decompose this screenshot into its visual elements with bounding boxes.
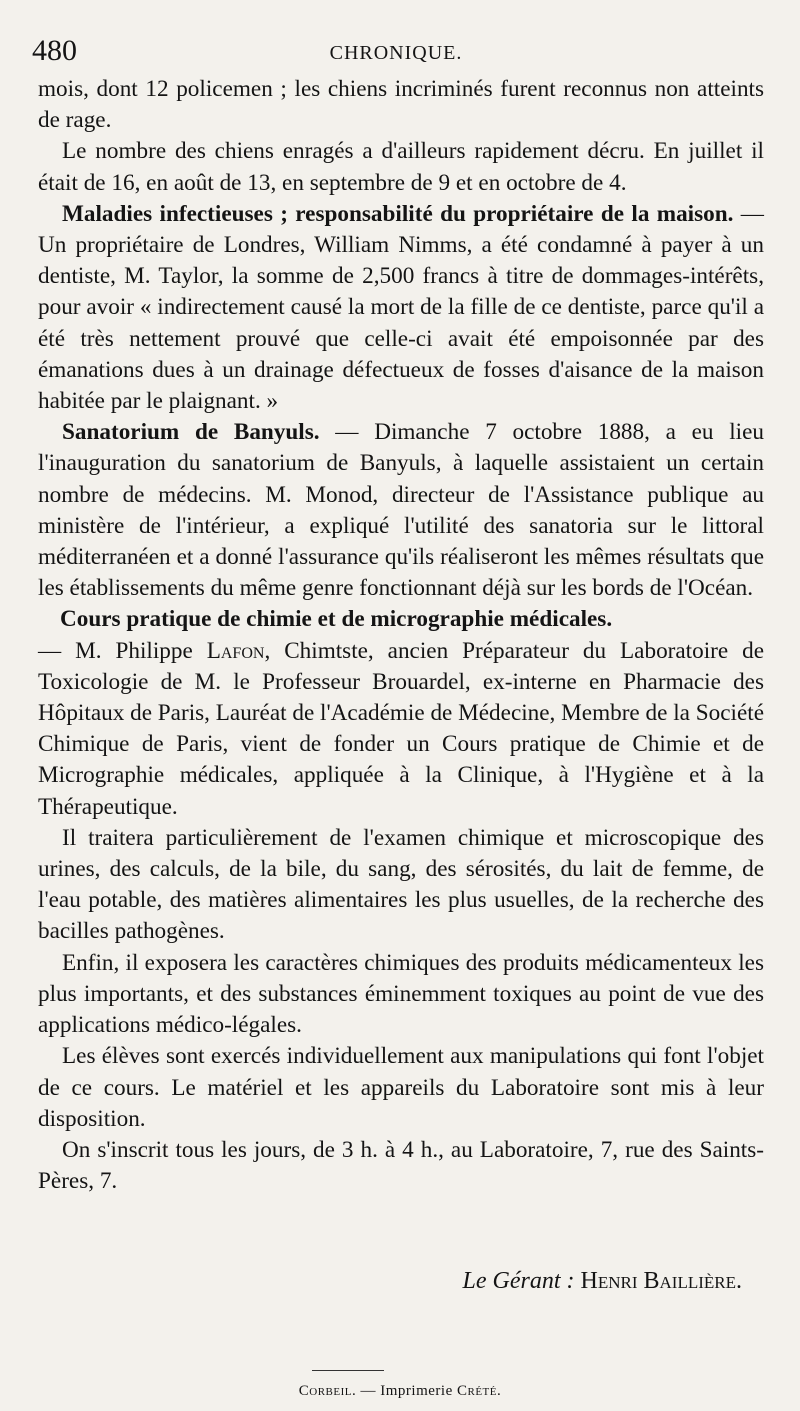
imprint-city: Corbeil. xyxy=(298,1383,357,1399)
page-number: 480 xyxy=(32,34,77,67)
paragraph-rabies-decline: Le nombre des chiens enragés a d'ailleurs rapidement décru. En juillet il était de 16, en août de 13, en septembre de 9 et en octobre de 4. xyxy=(38,138,764,196)
imprint-printer: Imprimerie xyxy=(380,1383,457,1399)
article-body xyxy=(38,74,764,1197)
paragraph-course-substances: Enfin, il exposera les caractères chimiques des produits médicamenteux les plus importants, et des substances éminemment toxiques au point de vue des applications médico-légales. xyxy=(38,949,764,1039)
paragraph-chemistry-course xyxy=(38,604,764,822)
divider-rule xyxy=(312,1370,384,1371)
signature-label: Le Gérant : xyxy=(462,1268,575,1294)
paragraph-text: , Chimtste, ancien Préparateur du Laboratoire de Toxicologie de M. le Professeur Brouardel, ex-interne en Pharmacie des Hôpitaux de Paris, Lauréat de l'Académie de Médecine, Membre de la Société Chimique de Paris, vient de fonder un Cours pratique de Chimie et de Micrographie médicales, appliquée à la Clinique, à l'Hygiène et à la Thérapeutique. xyxy=(38,637,764,820)
paragraph-text: — Un propriétaire de Londres, William Nimms, a été condamné à payer à un dentiste, M. Taylor, la somme de 2,500 francs à titre de dommages-intérêts, pour avoir « indirectement causé la mort de la fille de ce dentiste, parce qu'il a été très nettement prouvé que celle-ci avait été empoisonnée par des émanations dues à un drainage défectueux de fosses d'aisance de la maison habitée par le plaignant. » xyxy=(38,200,764,415)
imprint-printer-name: Crété. xyxy=(456,1383,502,1399)
imprint-separator: — xyxy=(356,1383,381,1399)
paragraph-text: — M. Philippe xyxy=(38,637,207,664)
rubric-sanatorium: Sanatorium de Banyuls. xyxy=(62,419,320,446)
paragraph-rabies-end: mois, dont 12 policemen ; les chiens incriminés furent reconnus non atteints de rage. xyxy=(38,76,764,134)
rubric-chemistry-course: Cours pratique de chimie et de micrographie médicales. xyxy=(60,606,613,633)
paragraph-course-content: Il traitera particulièrement de l'examen chimique et microscopique des urines, des calculs, de la bile, du sang, des sérosités, du lait de femme, de l'eau potable, des matières alimentaires les plus usuelles, de la recherche des bacilles pathogènes. xyxy=(38,824,764,945)
section-title: CHRONIQUE. xyxy=(329,42,463,64)
paragraph-course-registration: On s'inscrit tous les jours, de 3 h. à 4 h., au Laboratoire, 7, rue des Saints-Pères, 7. xyxy=(38,1136,764,1195)
signature-name: Henri Baillière. xyxy=(580,1268,742,1294)
paragraph-course-students: Les élèves sont exercés individuellement aux manipulations qui font l'objet de ce cours. Le matériel et les appareils du Laboratoire sont mis à leur disposition. xyxy=(38,1043,764,1132)
signature xyxy=(463,1268,742,1295)
printer-imprint xyxy=(0,1383,800,1400)
rubric-infectious-diseases: Maladies infectieuses ; responsabilité du propriétaire de la maison. xyxy=(62,200,734,227)
person-name: Lafon xyxy=(206,637,265,664)
paragraph-text: — Dimanche 7 octobre 1888, a eu lieu l'inauguration du sanatorium de Banyuls, à laquelle assistaient un certain nombre de médecins. M. Monod, directeur de l'Assistance publique au ministère de l'intérieur, a expliqué l'utilité des sanatoria sur le littoral méditerranéen et a donné l'assurance qu'ils réaliseront les mêmes résultats que les établissements du même genre fonctionnant déjà sur les bords de l'Océan. xyxy=(38,419,765,602)
paragraph-sanatorium xyxy=(38,417,764,604)
paragraph-infectious-diseases xyxy=(38,199,764,417)
running-head xyxy=(32,30,760,70)
